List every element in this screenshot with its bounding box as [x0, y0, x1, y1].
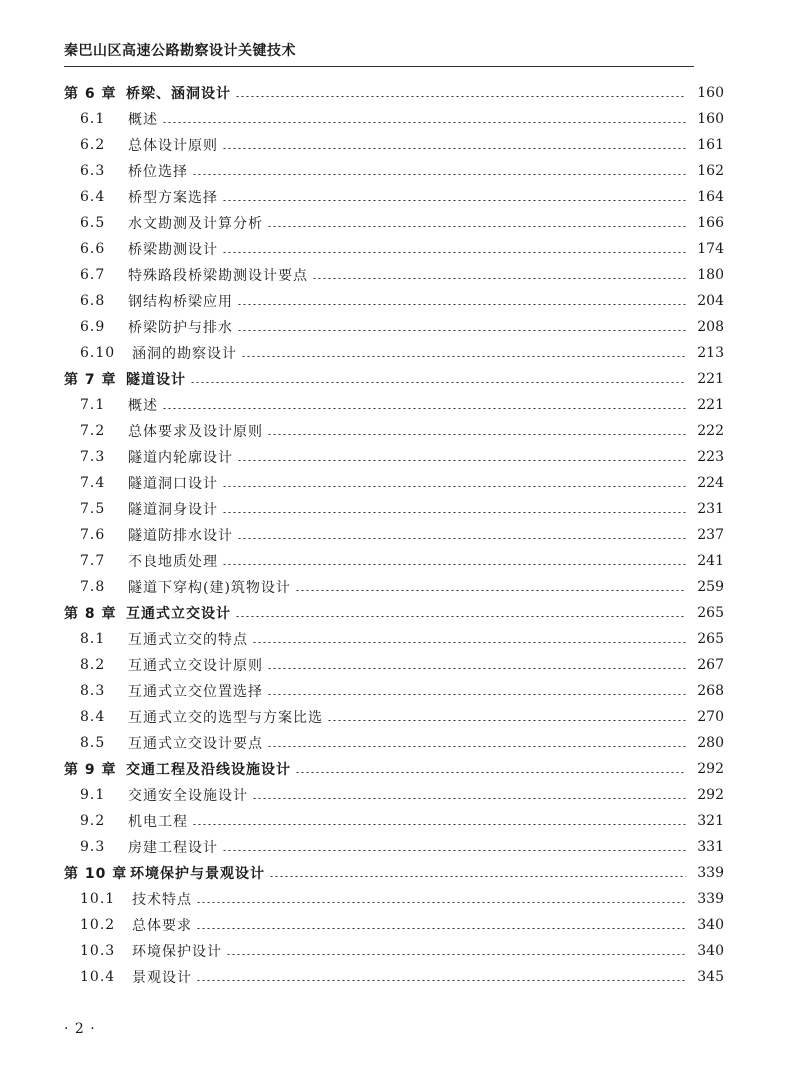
toc-section-entry	[64, 626, 724, 652]
dot-leader	[327, 720, 686, 721]
toc-section-entry	[64, 392, 724, 418]
entry-number: 10.4	[80, 969, 116, 985]
entry-number: 7.1	[80, 397, 106, 413]
toc-chapter-entry	[64, 80, 724, 106]
entry-title: 特殊路段桥梁勘测设计要点	[128, 268, 308, 284]
dot-leader	[295, 590, 686, 591]
entry-page-number: 213	[697, 345, 724, 361]
dot-leader	[162, 408, 686, 409]
dot-leader	[190, 382, 686, 383]
entry-page-number: 224	[697, 475, 724, 491]
entry-page-number: 180	[697, 267, 724, 283]
toc-section-entry	[64, 210, 724, 236]
entry-page-number: 340	[697, 943, 724, 959]
dot-leader	[222, 148, 686, 149]
entry-title: 隧道防排水设计	[128, 528, 233, 544]
dot-leader	[237, 330, 686, 331]
entry-number: 6.8	[80, 293, 106, 309]
toc-section-entry	[64, 288, 724, 314]
entry-number: 第 8 章	[64, 606, 117, 622]
entry-title: 互通式立交设计	[126, 606, 231, 622]
entry-title: 隧道洞身设计	[128, 502, 218, 518]
entry-title: 技术特点	[132, 892, 192, 908]
toc-section-entry	[64, 574, 724, 600]
dot-leader	[235, 96, 686, 97]
entry-number: 7.4	[80, 475, 106, 491]
toc-chapter-entry	[64, 860, 724, 886]
toc-section-entry	[64, 730, 724, 756]
entry-title: 互通式立交设计要点	[128, 736, 263, 752]
entry-page-number: 280	[697, 735, 724, 751]
entry-number: 9.2	[80, 813, 106, 829]
entry-page-number: 265	[697, 605, 724, 621]
dot-leader	[237, 460, 686, 461]
toc-section-entry	[64, 704, 724, 730]
entry-title: 环境保护设计	[132, 944, 222, 960]
toc-section-entry	[64, 184, 724, 210]
entry-title: 互通式立交的选型与方案比选	[128, 710, 323, 726]
entry-number: 第 9 章	[64, 762, 117, 778]
entry-number: 7.2	[80, 423, 106, 439]
entry-title: 房建工程设计	[128, 840, 218, 856]
page-number: · 2 ·	[64, 1021, 96, 1037]
dot-leader	[241, 356, 686, 357]
entry-title: 概述	[128, 398, 158, 414]
entry-number: 7.8	[80, 579, 106, 595]
entry-title: 桥梁勘测设计	[128, 242, 218, 258]
toc-section-entry	[64, 938, 724, 964]
entry-title: 隧道设计	[126, 372, 186, 388]
entry-page-number: 340	[697, 917, 724, 933]
entry-page-number: 292	[697, 787, 724, 803]
entry-number: 10.3	[80, 943, 116, 959]
dot-leader	[267, 746, 686, 747]
entry-page-number: 339	[697, 891, 724, 907]
entry-number: 第 10 章	[64, 866, 128, 882]
entry-title: 总体设计原则	[128, 138, 218, 154]
entry-page-number: 166	[697, 215, 724, 231]
entry-page-number: 204	[697, 293, 724, 309]
entry-number: 7.7	[80, 553, 106, 569]
entry-number: 6.10	[80, 345, 116, 361]
entry-number: 9.1	[80, 787, 106, 803]
entry-page-number: 292	[697, 761, 724, 777]
entry-title: 概述	[128, 112, 158, 128]
entry-page-number: 161	[697, 137, 724, 153]
entry-title: 水文勘测及计算分析	[128, 216, 263, 232]
toc-chapter-entry	[64, 756, 724, 782]
toc-section-entry	[64, 964, 724, 990]
entry-number: 8.3	[80, 683, 106, 699]
entry-title: 总体要求及设计原则	[128, 424, 263, 440]
entry-title: 机电工程	[128, 814, 188, 830]
entry-number: 6.3	[80, 163, 106, 179]
toc-section-entry	[64, 782, 724, 808]
entry-page-number: 221	[697, 397, 724, 413]
running-head: 秦巴山区高速公路勘察设计关键技术	[64, 43, 296, 59]
entry-title: 交通安全设施设计	[128, 788, 248, 804]
entry-title: 涵洞的勘察设计	[132, 346, 237, 362]
entry-title: 互通式立交的特点	[128, 632, 248, 648]
entry-page-number: 160	[697, 111, 724, 127]
dot-leader	[196, 980, 686, 981]
entry-page-number: 331	[697, 839, 724, 855]
entry-title: 不良地质处理	[128, 554, 218, 570]
entry-page-number: 174	[697, 241, 724, 257]
dot-leader	[235, 616, 686, 617]
toc-section-entry	[64, 132, 724, 158]
entry-title: 桥位选择	[128, 164, 188, 180]
entry-number: 6.2	[80, 137, 106, 153]
toc-section-entry	[64, 106, 724, 132]
dot-leader	[222, 512, 686, 513]
toc-section-entry	[64, 262, 724, 288]
entry-page-number: 268	[697, 683, 724, 699]
toc-section-entry	[64, 548, 724, 574]
entry-number: 6.6	[80, 241, 106, 257]
dot-leader	[192, 174, 686, 175]
dot-leader	[192, 824, 686, 825]
entry-number: 7.5	[80, 501, 106, 517]
dot-leader	[269, 876, 686, 877]
entry-page-number: 162	[697, 163, 724, 179]
entry-page-number: 221	[697, 371, 724, 387]
entry-number: 第 6 章	[64, 86, 117, 102]
entry-page-number: 345	[697, 969, 724, 985]
dot-leader	[267, 694, 686, 695]
toc-section-entry	[64, 808, 724, 834]
entry-page-number: 267	[697, 657, 724, 673]
dot-leader	[252, 642, 686, 643]
entry-title: 桥梁防护与排水	[128, 320, 233, 336]
entry-number: 6.1	[80, 111, 106, 127]
dot-leader	[196, 928, 686, 929]
entry-number: 6.5	[80, 215, 106, 231]
entry-title: 隧道下穿构(建)筑物设计	[128, 580, 291, 596]
dot-leader	[222, 200, 686, 201]
toc-chapter-entry	[64, 366, 724, 392]
entry-number: 8.2	[80, 657, 106, 673]
entry-title: 隧道内轮廓设计	[128, 450, 233, 466]
toc-section-entry	[64, 340, 724, 366]
dot-leader	[267, 226, 686, 227]
entry-title: 桥梁、涵洞设计	[126, 86, 231, 102]
entry-number: 10.2	[80, 917, 116, 933]
dot-leader	[252, 798, 686, 799]
entry-page-number: 237	[697, 527, 724, 543]
entry-page-number: 241	[697, 553, 724, 569]
toc-section-entry	[64, 236, 724, 262]
toc-section-entry	[64, 834, 724, 860]
entry-title: 钢结构桥梁应用	[128, 294, 233, 310]
entry-page-number: 270	[697, 709, 724, 725]
toc-section-entry	[64, 158, 724, 184]
entry-number: 8.1	[80, 631, 106, 647]
toc-chapter-entry	[64, 600, 724, 626]
entry-number: 9.3	[80, 839, 106, 855]
header-rule	[64, 66, 694, 67]
entry-number: 10.1	[80, 891, 116, 907]
toc-section-entry	[64, 496, 724, 522]
entry-title: 交通工程及沿线设施设计	[126, 762, 291, 778]
entry-number: 第 7 章	[64, 372, 117, 388]
dot-leader	[196, 902, 686, 903]
dot-leader	[222, 486, 686, 487]
entry-page-number: 223	[697, 449, 724, 465]
entry-page-number: 265	[697, 631, 724, 647]
entry-title: 隧道洞口设计	[128, 476, 218, 492]
entry-title: 互通式立交位置选择	[128, 684, 263, 700]
entry-page-number: 231	[697, 501, 724, 517]
dot-leader	[222, 564, 686, 565]
entry-title: 桥型方案选择	[128, 190, 218, 206]
entry-number: 6.4	[80, 189, 106, 205]
entry-title: 景观设计	[132, 970, 192, 986]
dot-leader	[162, 122, 686, 123]
toc-section-entry	[64, 314, 724, 340]
entry-title: 总体要求	[132, 918, 192, 934]
toc-section-entry	[64, 470, 724, 496]
entry-number: 6.9	[80, 319, 106, 335]
entry-number: 7.3	[80, 449, 106, 465]
toc-section-entry	[64, 678, 724, 704]
entry-title: 互通式立交设计原则	[128, 658, 263, 674]
dot-leader	[267, 668, 686, 669]
toc-section-entry	[64, 652, 724, 678]
toc-section-entry	[64, 444, 724, 470]
dot-leader	[312, 278, 686, 279]
toc-section-entry	[64, 522, 724, 548]
entry-page-number: 339	[697, 865, 724, 881]
entry-page-number: 321	[697, 813, 724, 829]
entry-page-number: 222	[697, 423, 724, 439]
entry-page-number: 208	[697, 319, 724, 335]
entry-number: 8.5	[80, 735, 106, 751]
dot-leader	[267, 434, 686, 435]
entry-number: 7.6	[80, 527, 106, 543]
entry-number: 6.7	[80, 267, 106, 283]
dot-leader	[237, 538, 686, 539]
toc-section-entry	[64, 886, 724, 912]
entry-number: 8.4	[80, 709, 106, 725]
toc-section-entry	[64, 418, 724, 444]
entry-page-number: 164	[697, 189, 724, 205]
dot-leader	[226, 954, 686, 955]
dot-leader	[295, 772, 686, 773]
entry-page-number: 259	[697, 579, 724, 595]
entry-title: 环境保护与景观设计	[130, 866, 265, 882]
dot-leader	[222, 850, 686, 851]
entry-page-number: 160	[697, 85, 724, 101]
dot-leader	[237, 304, 686, 305]
dot-leader	[222, 252, 686, 253]
toc-section-entry	[64, 912, 724, 938]
